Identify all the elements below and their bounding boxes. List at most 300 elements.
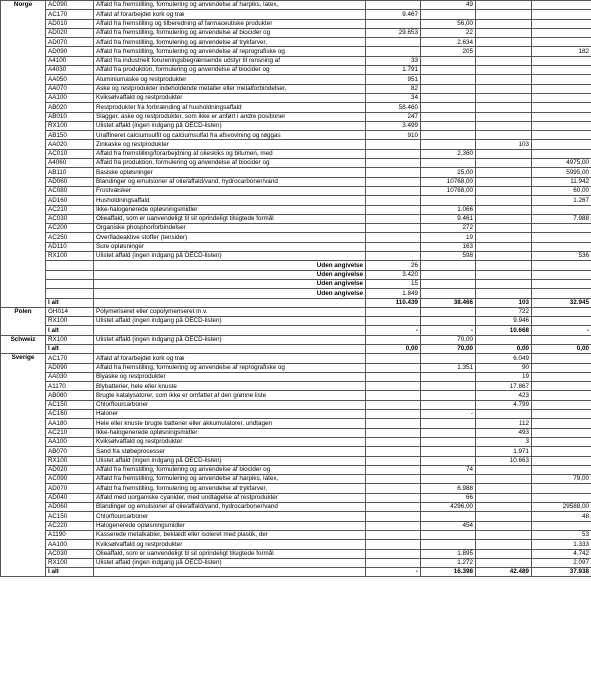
value-cell <box>532 84 591 93</box>
description-cell: Blybatterier, hele eller knuste <box>94 382 366 391</box>
value-cell <box>476 159 532 168</box>
value-cell <box>476 1 532 10</box>
value-cell <box>366 484 421 493</box>
code-cell: AC090 <box>46 1 94 10</box>
value-cell: 10.668 <box>476 326 532 335</box>
value-cell <box>476 270 532 279</box>
value-cell <box>421 437 476 446</box>
value-cell <box>532 149 591 158</box>
description-cell <box>94 326 366 335</box>
country-cell <box>1 84 46 93</box>
value-cell: 3 <box>476 437 532 446</box>
value-cell: 19 <box>421 233 476 242</box>
value-cell <box>421 540 476 549</box>
value-cell: 1.267 <box>532 196 591 205</box>
country-cell <box>1 66 46 75</box>
value-cell <box>366 205 421 214</box>
description-cell: Organiske phosphorforbindelser <box>94 224 366 233</box>
value-cell <box>421 400 476 409</box>
value-cell: 49 <box>421 1 476 10</box>
code-cell <box>46 279 94 288</box>
value-cell <box>366 149 421 158</box>
country-cell <box>1 131 46 140</box>
value-cell <box>366 214 421 223</box>
code-cell: AD020 <box>46 28 94 37</box>
value-cell <box>476 93 532 102</box>
country-cell: Sverige <box>1 354 46 363</box>
description-cell: Sand fra støbeprocesser <box>94 447 366 456</box>
value-cell <box>421 121 476 130</box>
value-cell <box>421 140 476 149</box>
value-cell <box>366 317 421 326</box>
country-cell <box>1 186 46 195</box>
value-cell <box>366 558 421 567</box>
value-cell <box>476 121 532 130</box>
code-cell: A4060 <box>46 159 94 168</box>
value-cell: 90 <box>476 363 532 372</box>
description-cell: Blyaske og restprodukter <box>94 372 366 381</box>
table-row <box>1 205 591 214</box>
table-row <box>1 363 591 372</box>
value-cell: 48 <box>532 512 591 521</box>
code-cell: RX100 <box>46 252 94 261</box>
table-row <box>1 121 591 130</box>
code-cell: AA100 <box>46 540 94 549</box>
value-cell <box>532 93 591 102</box>
code-cell: AD040 <box>46 493 94 502</box>
code-cell: RX100 <box>46 558 94 567</box>
code-cell: RX100 <box>46 121 94 130</box>
value-cell <box>421 93 476 102</box>
country-cell <box>1 493 46 502</box>
country-cell <box>1 363 46 372</box>
value-cell <box>421 372 476 381</box>
table-row <box>1 93 591 102</box>
value-cell: 423 <box>476 391 532 400</box>
value-cell: 70,00 <box>421 335 476 344</box>
description-cell: Affald fra fremstilling, formulering og anvendelse af harpiks, latex, <box>94 475 366 484</box>
value-cell: 25,00 <box>421 168 476 177</box>
value-cell <box>366 512 421 521</box>
code-cell: AB110 <box>46 168 94 177</box>
value-cell <box>476 242 532 251</box>
value-cell <box>421 75 476 84</box>
value-cell <box>366 437 421 446</box>
country-cell <box>1 56 46 65</box>
country-cell <box>1 19 46 28</box>
table-row <box>1 475 591 484</box>
value-cell <box>366 419 421 428</box>
code-cell: AC210 <box>46 428 94 437</box>
description-cell: Chlorflourcarboner <box>94 512 366 521</box>
country-cell <box>1 428 46 437</box>
value-cell <box>476 261 532 270</box>
table-row <box>1 19 591 28</box>
value-cell: 272 <box>421 224 476 233</box>
code-cell: AD060 <box>46 177 94 186</box>
value-cell <box>366 1 421 10</box>
table-row <box>1 493 591 502</box>
country-cell <box>1 233 46 242</box>
value-cell <box>421 475 476 484</box>
value-cell: 6.988 <box>421 484 476 493</box>
value-cell <box>421 10 476 19</box>
description-cell: Frostvæsker <box>94 186 366 195</box>
description-cell: Blandinger og emulsioner af olie/affald/vand, hydrocarboner/vand <box>94 177 366 186</box>
value-cell <box>366 186 421 195</box>
table-row <box>1 56 591 65</box>
description-cell <box>94 568 366 577</box>
value-cell <box>532 317 591 326</box>
table-row <box>1 224 591 233</box>
value-cell <box>366 168 421 177</box>
description-cell: Kasserede metalkabler, beklædt eller isoleret med plastik, der <box>94 530 366 539</box>
value-cell: 182 <box>532 47 591 56</box>
value-cell: 2.097 <box>532 558 591 567</box>
value-cell: 26 <box>366 261 421 270</box>
code-cell: AD060 <box>46 503 94 512</box>
value-cell <box>421 382 476 391</box>
value-cell <box>366 521 421 530</box>
value-cell <box>532 391 591 400</box>
description-cell: Affald fra produktion, formulering og anvendelse af biocider og <box>94 66 366 75</box>
country-cell <box>1 252 46 261</box>
table-row <box>1 437 591 446</box>
value-cell: 3.499 <box>366 121 421 130</box>
value-cell <box>476 214 532 223</box>
description-cell <box>94 298 366 307</box>
value-cell <box>476 233 532 242</box>
description-cell: Affald fra fremstilling, formulering og anvendelse af trykfarver, <box>94 38 366 47</box>
table-row <box>1 168 591 177</box>
table-row <box>1 66 591 75</box>
value-cell: 1.333 <box>532 540 591 549</box>
value-cell <box>476 103 532 112</box>
value-cell <box>366 19 421 28</box>
country-cell <box>1 112 46 121</box>
country-cell <box>1 205 46 214</box>
value-cell: 454 <box>421 521 476 530</box>
value-cell <box>532 56 591 65</box>
description-cell: Ikke-halogenerede opløsningsmidler <box>94 428 366 437</box>
table-row <box>1 186 591 195</box>
table-row <box>1 391 591 400</box>
value-cell <box>366 159 421 168</box>
value-cell <box>532 242 591 251</box>
value-cell: 4.742 <box>532 549 591 558</box>
code-cell: I alt <box>46 298 94 307</box>
value-cell: 66 <box>421 493 476 502</box>
country-cell <box>1 28 46 37</box>
value-cell <box>476 19 532 28</box>
country-cell <box>1 289 46 298</box>
value-cell <box>532 38 591 47</box>
country-cell <box>1 261 46 270</box>
description-cell: Affald fra fremstilling, formulering og anvendelse af reprografiske og <box>94 47 366 56</box>
value-cell: 58.460 <box>366 103 421 112</box>
value-cell <box>532 456 591 465</box>
description-cell: Ulistet affald (ingen indgang på OECD-listen) <box>94 456 366 465</box>
description-cell: Basiske opløsninger <box>94 168 366 177</box>
value-cell <box>532 19 591 28</box>
value-cell <box>532 307 591 316</box>
value-cell <box>476 335 532 344</box>
value-cell <box>366 196 421 205</box>
code-cell: AB080 <box>46 391 94 400</box>
code-cell: AC170 <box>46 354 94 363</box>
code-cell: AD110 <box>46 242 94 251</box>
table-row <box>1 1 591 10</box>
value-cell <box>532 205 591 214</box>
value-cell: 3.420 <box>366 270 421 279</box>
description-cell: Halogenerede opløsningsmidler <box>94 521 366 530</box>
value-cell <box>366 354 421 363</box>
table-row <box>1 28 591 37</box>
code-cell: RX100 <box>46 335 94 344</box>
value-cell <box>532 261 591 270</box>
value-cell <box>476 503 532 512</box>
value-cell <box>532 224 591 233</box>
value-cell <box>476 205 532 214</box>
value-cell <box>366 372 421 381</box>
value-cell: 598 <box>421 252 476 261</box>
description-cell: Affald fra fremstilling, formulering og anvendelse af biocider og <box>94 465 366 474</box>
value-cell: 19 <box>476 372 532 381</box>
value-cell <box>476 493 532 502</box>
value-cell: 1.351 <box>421 363 476 372</box>
value-cell <box>366 252 421 261</box>
value-cell <box>476 112 532 121</box>
value-cell: 103 <box>476 298 532 307</box>
value-cell <box>366 465 421 474</box>
table-row <box>1 177 591 186</box>
value-cell: 2.360 <box>421 149 476 158</box>
country-cell <box>1 168 46 177</box>
value-cell: 9.946 <box>476 317 532 326</box>
value-cell <box>476 558 532 567</box>
description-cell: Olieaffald, som er uanvendeligt til sit oprindeligt tilsigtede formål <box>94 214 366 223</box>
description-cell: Olieaffald, som er uanvendeligt til sit oprindeligt tilsigtede formål <box>94 549 366 558</box>
value-cell: 247 <box>366 112 421 121</box>
value-cell: 29.653 <box>366 28 421 37</box>
value-cell <box>476 521 532 530</box>
code-cell: AC210 <box>46 205 94 214</box>
value-cell <box>366 447 421 456</box>
value-cell <box>532 382 591 391</box>
value-cell <box>421 159 476 168</box>
table-row <box>1 503 591 512</box>
value-cell <box>366 549 421 558</box>
country-cell <box>1 140 46 149</box>
value-cell <box>532 521 591 530</box>
value-cell <box>532 66 591 75</box>
value-cell <box>532 28 591 37</box>
country-cell <box>1 159 46 168</box>
value-cell <box>366 456 421 465</box>
value-cell <box>476 84 532 93</box>
code-cell: AC170 <box>46 10 94 19</box>
code-cell: I alt <box>46 344 94 353</box>
description-cell: Zinkaske og restprodukter <box>94 140 366 149</box>
code-cell: A1190 <box>46 530 94 539</box>
code-cell: A4100 <box>46 56 94 65</box>
value-cell <box>476 475 532 484</box>
value-cell <box>421 391 476 400</box>
value-cell <box>421 112 476 121</box>
table-row <box>1 159 591 168</box>
country-cell <box>1 410 46 419</box>
value-cell <box>532 419 591 428</box>
table-row <box>1 112 591 121</box>
code-cell: AB150 <box>46 131 94 140</box>
value-cell <box>366 391 421 400</box>
country-cell <box>1 75 46 84</box>
value-cell <box>476 196 532 205</box>
code-cell <box>46 289 94 298</box>
value-cell <box>366 410 421 419</box>
value-cell <box>476 465 532 474</box>
description-cell <box>94 344 366 353</box>
value-cell: 493 <box>476 428 532 437</box>
value-cell: 0,00 <box>476 344 532 353</box>
value-cell <box>366 47 421 56</box>
value-cell <box>476 540 532 549</box>
value-cell: 205 <box>421 47 476 56</box>
value-cell <box>476 549 532 558</box>
value-cell <box>532 140 591 149</box>
description-cell: Chlorflourcarboner <box>94 400 366 409</box>
description-cell: Ulistet affald (ingen indgang på OECD-listen) <box>94 317 366 326</box>
table-row <box>1 456 591 465</box>
country-cell <box>1 326 46 335</box>
value-cell <box>532 121 591 130</box>
value-cell: 4296,00 <box>421 503 476 512</box>
table-row <box>1 270 591 279</box>
table-row <box>1 512 591 521</box>
table-row <box>1 233 591 242</box>
value-cell: 15 <box>366 279 421 288</box>
value-cell: 110.439 <box>366 298 421 307</box>
value-cell: 1.971 <box>476 447 532 456</box>
code-cell: AA180 <box>46 419 94 428</box>
table-row <box>1 38 591 47</box>
country-cell <box>1 298 46 307</box>
code-cell: AA100 <box>46 93 94 102</box>
description-cell: Slagger, aske og restprodukter, som ikke er anført i andre positioner <box>94 112 366 121</box>
value-cell <box>366 38 421 47</box>
value-cell: 37.938 <box>532 568 591 577</box>
value-cell: 53 <box>532 530 591 539</box>
code-cell: AD160 <box>46 196 94 205</box>
description-cell: Husholdningsaffald <box>94 196 366 205</box>
code-cell: AA050 <box>46 75 94 84</box>
value-cell <box>476 410 532 419</box>
table-row <box>1 521 591 530</box>
value-cell: 103 <box>476 140 532 149</box>
value-cell <box>532 103 591 112</box>
value-cell: 1.791 <box>366 66 421 75</box>
country-cell <box>1 214 46 223</box>
country-cell <box>1 372 46 381</box>
value-cell: 70,00 <box>421 344 476 353</box>
value-cell: - <box>366 568 421 577</box>
value-cell <box>532 75 591 84</box>
description-cell: Kviksølvaffald og restprodukter <box>94 93 366 102</box>
country-cell <box>1 558 46 567</box>
value-cell <box>366 475 421 484</box>
code-cell: AC150 <box>46 512 94 521</box>
value-cell: 0,00 <box>532 344 591 353</box>
table-row <box>1 75 591 84</box>
table-row <box>1 428 591 437</box>
value-cell: 536 <box>532 252 591 261</box>
value-cell <box>476 131 532 140</box>
value-cell <box>421 270 476 279</box>
value-cell: 10.663 <box>476 456 532 465</box>
table-row <box>1 242 591 251</box>
value-cell <box>476 279 532 288</box>
value-cell: 0,00 <box>366 344 421 353</box>
value-cell: 9.467 <box>366 10 421 19</box>
value-cell: 42.489 <box>476 568 532 577</box>
value-cell <box>476 47 532 56</box>
country-cell <box>1 382 46 391</box>
description-cell: Affald af forarbejdet kork og træ <box>94 354 366 363</box>
description-cell: Haloner <box>94 410 366 419</box>
value-cell <box>532 335 591 344</box>
value-cell <box>476 252 532 261</box>
value-cell: 22 <box>421 28 476 37</box>
country-cell: Polen <box>1 307 46 316</box>
country-cell <box>1 270 46 279</box>
value-cell <box>476 28 532 37</box>
description-cell: Uden angivelse <box>94 279 366 288</box>
value-cell: 112 <box>476 419 532 428</box>
description-cell: Uden angivelse <box>94 261 366 270</box>
value-cell <box>366 140 421 149</box>
value-cell <box>532 270 591 279</box>
value-cell <box>476 186 532 195</box>
value-cell: 11.942 <box>532 177 591 186</box>
description-cell: Aluminiumaske og restprodukter <box>94 75 366 84</box>
value-cell: 17.867 <box>476 382 532 391</box>
value-cell: 1.895 <box>421 549 476 558</box>
value-cell: 1.066 <box>421 205 476 214</box>
table-row <box>1 84 591 93</box>
value-cell: 79,00 <box>532 475 591 484</box>
value-cell: 74 <box>421 465 476 474</box>
table-row <box>1 140 591 149</box>
table-body <box>1 1 591 577</box>
description-cell: Affald fra produktion, formulering og anvendelse af biocider og <box>94 159 366 168</box>
value-cell <box>421 307 476 316</box>
table-row <box>1 289 591 298</box>
description-cell: Uden angivelse <box>94 270 366 279</box>
code-cell: AD090 <box>46 47 94 56</box>
table-row <box>1 410 591 419</box>
value-cell: - <box>421 410 476 419</box>
code-cell: AC250 <box>46 233 94 242</box>
description-cell: Ulistet affald (ingen indgang på OECD-listen) <box>94 558 366 567</box>
table-row <box>1 10 591 19</box>
description-cell: Aske og restprodukter indeholdende metaller eller metalforbindelser, <box>94 84 366 93</box>
value-cell: 951 <box>366 75 421 84</box>
value-cell <box>421 354 476 363</box>
value-cell <box>366 363 421 372</box>
value-cell <box>532 112 591 121</box>
country-cell <box>1 503 46 512</box>
description-cell: Affald fra fremstilling og tilberedning af farmaceutiske produkter <box>94 19 366 28</box>
